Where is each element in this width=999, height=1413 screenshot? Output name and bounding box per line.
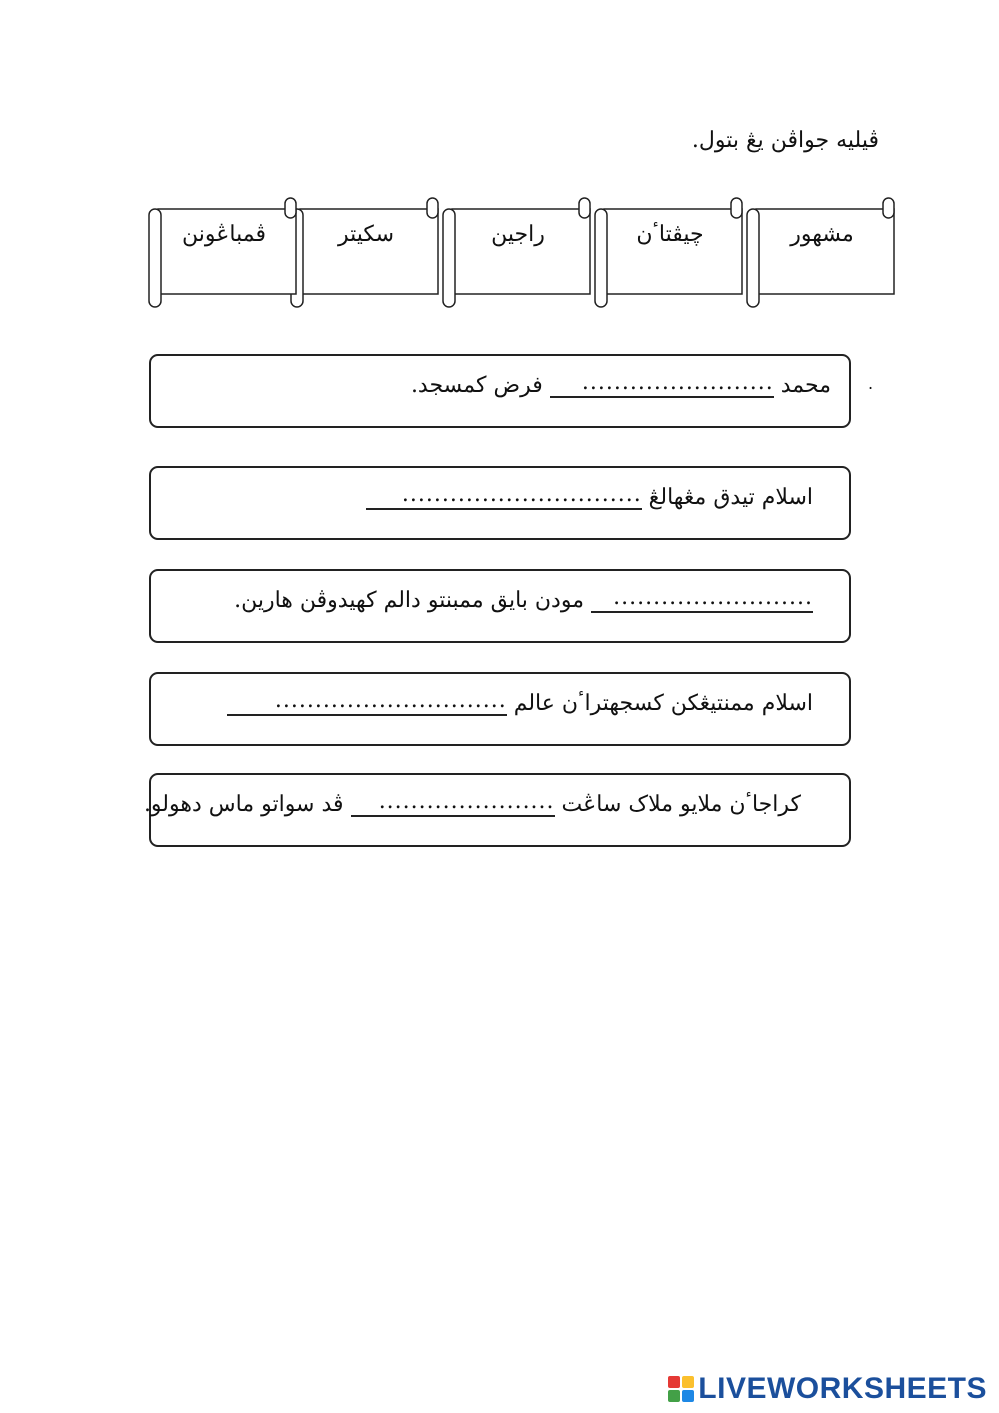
scroll-shape-icon [592,196,748,308]
scroll-shape-icon [288,196,444,308]
word-bank-scroll-2[interactable] [592,196,748,308]
sentence-before: کراجاٴن ملايو ملاک ساڠت [554,792,801,817]
word-bank-word: چيڤتاٴن [636,222,704,247]
sentence-after: ڤد سواتو ماس دهولو. [143,792,351,817]
answer-blank-2[interactable]: .............................. [366,482,642,510]
sentence-before: اسلام تيدق مڠهالڠ [641,485,813,510]
word-bank-word: ڤمباڠونن [182,222,266,247]
question-marker: . [868,374,874,393]
word-bank-word: سکيتر [338,222,394,247]
word-bank-scroll-3[interactable] [440,196,596,308]
sentence-box-1 [149,354,851,428]
liveworksheets-logo-icon [668,1376,694,1402]
sentence-text [366,482,813,510]
sentence-before: اسلام ممنتيڠکن کسجهتراٴن عالم [506,691,813,716]
sentence-box-2 [149,466,851,540]
word-bank-scroll-4[interactable] [288,196,444,308]
scroll-shape-icon [440,196,596,308]
sentence-text [227,688,813,716]
word-bank-word: راجين [491,222,545,247]
sentence-box-3 [149,569,851,643]
sentence-after: فرض کمسجد. [410,373,550,398]
sentence-text [234,585,813,613]
answer-blank-5[interactable]: ...................... [351,789,555,817]
sentence-before: محمد [773,373,831,398]
liveworksheets-logo[interactable] [668,1372,987,1406]
word-bank-word: مشهور [790,222,854,247]
answer-blank-4[interactable]: ............................. [227,688,507,716]
scroll-shape-icon [146,196,302,308]
answer-blank-3[interactable]: ......................... [591,585,813,613]
word-bank-scroll-1[interactable] [744,196,900,308]
sentence-box-4 [149,672,851,746]
sentence-after: مودن بايق ممبنتو دالم کهيدوڤن هارين. [234,588,591,613]
scroll-shape-icon [744,196,900,308]
sentence-text [411,370,831,398]
logo-text: LIVEWORKSHEETS [698,1372,987,1405]
word-bank-scroll-5[interactable] [146,196,302,308]
answer-blank-1[interactable]: ........................ [550,370,774,398]
instruction-text: ڤيليه جواڤن يڠ بتول. [691,128,879,153]
sentence-text [144,789,801,817]
sentence-box-5 [143,773,851,847]
